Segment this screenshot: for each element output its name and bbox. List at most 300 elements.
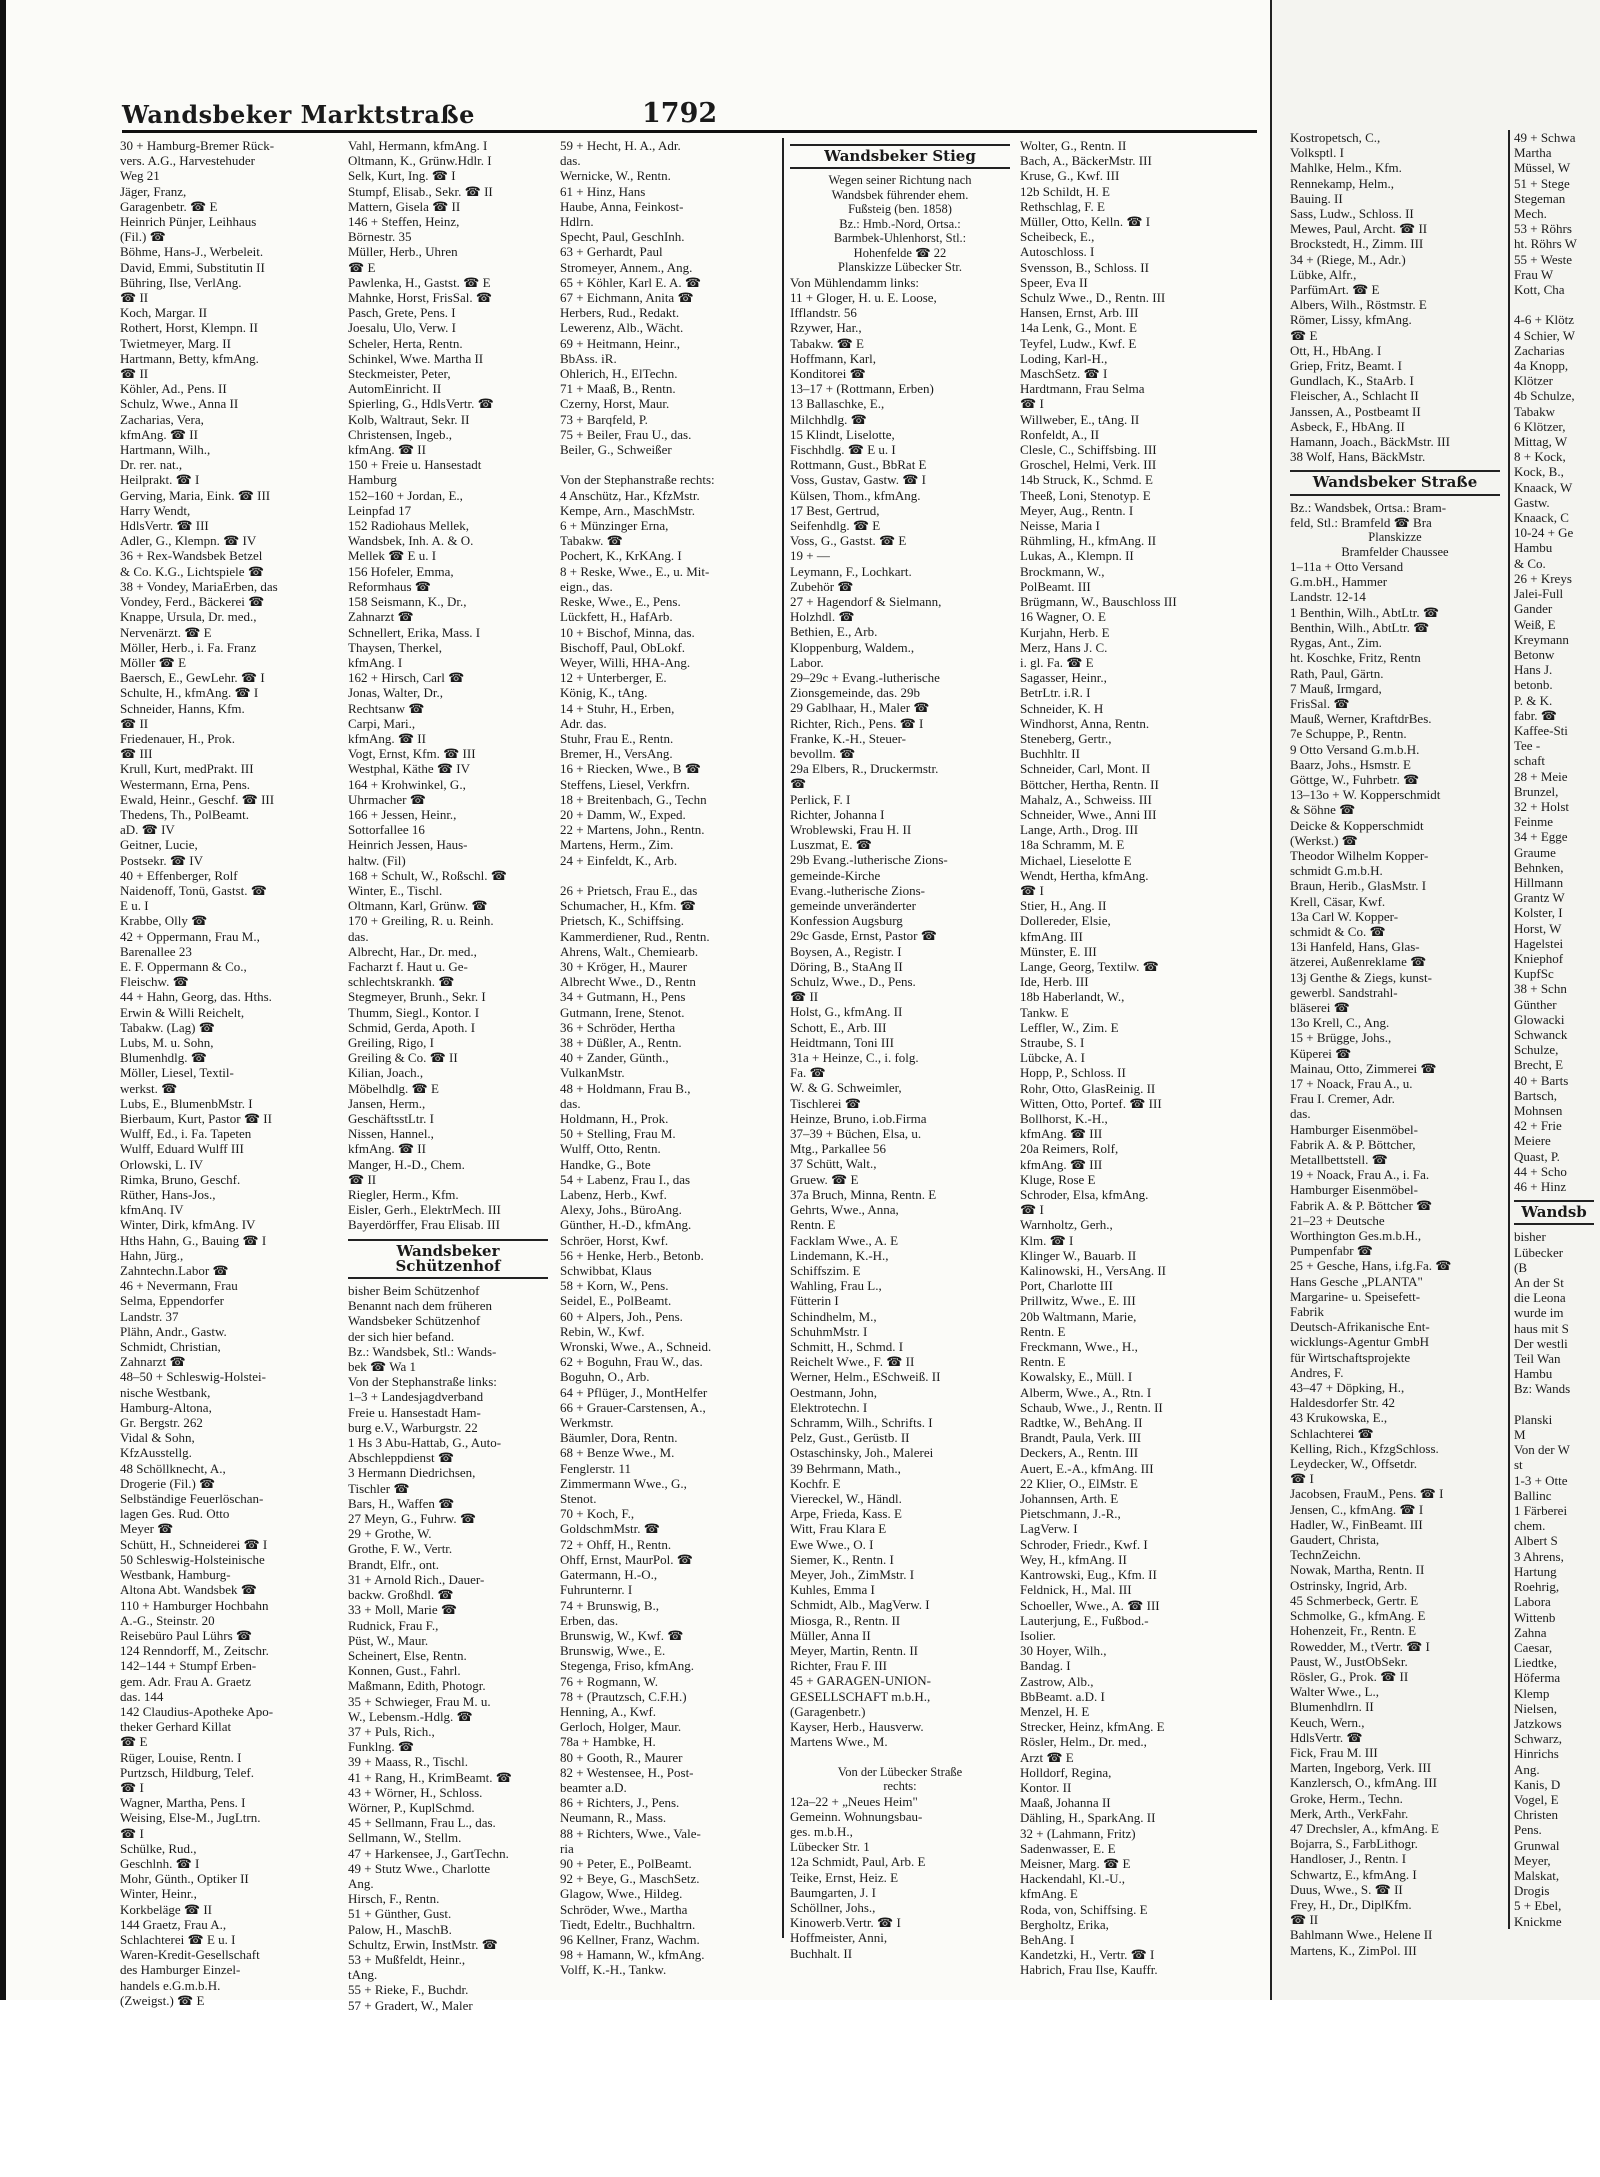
directory-entry: Braun, Herib., GlasMstr. I xyxy=(1290,878,1427,894)
directory-entry: Kandetzki, H., Vertr. ☎ I xyxy=(1020,1947,1155,1963)
directory-entry: Schultz, Erwin, InstMstr. ☎ xyxy=(348,1936,498,1952)
directory-entry: Tischler ☎ xyxy=(348,1480,410,1496)
directory-entry: 29b Evang.-lutherische Zions- xyxy=(790,852,948,868)
directory-entry: ☎ I xyxy=(1020,1202,1044,1218)
directory-entry: Rösler, G., Prok. ☎ II xyxy=(1290,1668,1409,1684)
directory-entry: ☎ II xyxy=(1290,1912,1319,1928)
directory-entry: gemeinde unveränderter xyxy=(790,898,916,914)
directory-entry: 78 + (Prautzsch, C.F.H.) xyxy=(560,1688,687,1704)
directory-entry: AutomEinricht. II xyxy=(348,381,442,397)
directory-entry: 66 + Grauer-Carstensen, A., xyxy=(560,1399,706,1415)
directory-entry: Winter, Heinr., xyxy=(120,1886,197,1902)
directory-entry: Griep, Fritz, Beamt. I xyxy=(1290,358,1402,374)
directory-entry: Von der W xyxy=(1514,1442,1570,1458)
directory-entry: 73 + Barqfeld, P. xyxy=(560,411,648,427)
directory-entry: Altona Abt. Wandsbek ☎ xyxy=(120,1582,257,1598)
directory-entry: 32 + Holst xyxy=(1514,798,1570,814)
directory-entry: Nissen, Hannel., xyxy=(348,1126,434,1142)
directory-entry: 80 + Gooth, R., Maurer xyxy=(560,1749,683,1765)
directory-entry: 4b Schulze, xyxy=(1514,388,1575,404)
directory-entry: Autoschloss. I xyxy=(1020,244,1095,260)
directory-entry: Mohr, Günth., Optiker II xyxy=(120,1871,249,1887)
directory-entry: bevollm. ☎ xyxy=(790,746,856,761)
directory-entry: Jansen, Herm., xyxy=(348,1095,426,1111)
directory-entry: Carpi, Mari., xyxy=(348,715,416,731)
directory-entry: Andres, F. xyxy=(1290,1364,1344,1380)
directory-entry: Werkmstr. xyxy=(560,1415,614,1431)
directory-entry: 28 + Meie xyxy=(1514,768,1568,784)
directory-entry: ☎ xyxy=(790,776,807,792)
directory-entry: 9 Otto Versand G.m.b.H. xyxy=(1290,741,1420,757)
directory-entry: 1-3 + Otte xyxy=(1514,1472,1568,1488)
directory-entry: Gruew. ☎ E xyxy=(790,1171,859,1187)
directory-entry: Uhrmacher ☎ xyxy=(348,791,426,807)
directory-entry: Kilian, Joach., xyxy=(348,1065,424,1081)
directory-entry: Eisler, Gerh., ElektrMech. III xyxy=(348,1202,501,1218)
directory-entry: Hans J. xyxy=(1514,662,1553,678)
directory-entry: König, K., tAng. xyxy=(560,685,648,701)
directory-entry: Zahnarzt ☎ xyxy=(348,609,414,625)
directory-entry: Christensen, Ingeb., xyxy=(348,426,452,442)
directory-entry: Lubs, E., BlumenbMstr. I xyxy=(120,1095,253,1111)
directory-entry: Maßmann, Edith, Photogr. xyxy=(348,1678,486,1694)
directory-entry: Christen xyxy=(1514,1807,1559,1823)
directory-entry: ht. Röhrs W xyxy=(1514,236,1577,252)
directory-entry: Dollereder, Elsie, xyxy=(1020,913,1111,929)
directory-entry: Fa. ☎ xyxy=(790,1065,826,1081)
directory-entry: HdlsVertr. ☎ xyxy=(1290,1729,1363,1745)
directory-entry: 4-6 + Klötz xyxy=(1514,312,1575,328)
directory-entry: Kanis, D xyxy=(1514,1776,1561,1792)
directory-entry: Strecker, Heinz, kfmAng. E xyxy=(1020,1719,1165,1735)
directory-entry: bek ☎ Wa 1 xyxy=(348,1359,416,1375)
directory-entry: 6 Klötzer, xyxy=(1514,418,1566,434)
directory-entry: (Garagenbetr.) xyxy=(790,1703,866,1719)
directory-entry: Betonw xyxy=(1514,646,1555,662)
directory-entry: gem. Adr. Frau A. Graetz xyxy=(120,1673,252,1689)
directory-entry: Leffler, W., Zim. E xyxy=(1020,1019,1119,1035)
directory-entry: Zahnarzt ☎ xyxy=(120,1354,186,1370)
directory-entry: Mahalz, A., Schweiss. III xyxy=(1020,791,1152,807)
directory-entry: Mahnke, Horst, FrisSal. ☎ xyxy=(348,290,493,306)
directory-entry: Brandt, Elfr., ont. xyxy=(348,1556,439,1572)
directory-entry: 158 Seismann, K., Dr., xyxy=(348,594,467,610)
directory-entry: Alberm, Wwe., A., Rtn. I xyxy=(1020,1384,1152,1400)
directory-entry: Albert S xyxy=(1514,1533,1558,1549)
directory-entry: Müssel, W xyxy=(1514,160,1571,176)
directory-entry: Windhorst, Anna, Rentn. xyxy=(1020,715,1150,731)
directory-entry: ☎ II xyxy=(120,366,149,382)
directory-entry: Paust, W., JustObSekr. xyxy=(1290,1653,1408,1669)
directory-entry: 43–47 + Döpking, H., xyxy=(1290,1380,1405,1396)
directory-entry: Lewerenz, Alb., Wächt. xyxy=(560,320,684,336)
directory-entry: Küperei ☎ xyxy=(1290,1045,1352,1061)
directory-entry: Selma, Eppendorfer xyxy=(120,1293,224,1309)
directory-entry: 45 Schmerbeck, Gertr. E xyxy=(1290,1592,1419,1608)
directory-entry: BbAss. iR. xyxy=(560,350,617,366)
section-note: Fußsteig (ben. 1858) xyxy=(848,202,952,217)
directory-entry: Siemer, K., Rentn. I xyxy=(790,1551,894,1567)
directory-entry: Thedens, Th., PolBeamt. xyxy=(120,806,250,822)
directory-entry: Kammerdiener, Rud., Rentn. xyxy=(560,928,710,944)
directory-entry: Herbers, Rud., Redakt. xyxy=(560,305,680,321)
directory-entry: Purtzsch, Hildburg, Telef. xyxy=(120,1764,255,1780)
directory-entry: M xyxy=(1514,1427,1526,1443)
directory-entry: Kowalsky, E., Müll. I xyxy=(1020,1369,1133,1385)
directory-entry: Nowak, Martha, Rentn. II xyxy=(1290,1562,1425,1578)
directory-entry: 19 + — xyxy=(790,548,830,564)
directory-entry xyxy=(560,868,766,883)
directory-entry: BehAng. I xyxy=(1020,1931,1075,1947)
directory-entry: Lange, Georg, Textilw. ☎ xyxy=(1020,958,1159,974)
directory-entry: Landstr. 37 xyxy=(120,1308,179,1324)
directory-entry: Hamburg-Altona, xyxy=(120,1399,212,1415)
directory-entry: Stegmeyer, Brunh., Sekr. I xyxy=(348,989,486,1005)
directory-entry: Arpe, Frieda, Kass. E xyxy=(790,1506,902,1522)
directory-entry: 36 + Schröder, Hertha xyxy=(560,1019,676,1035)
directory-entry: David, Emmi, Substitutin II xyxy=(120,259,265,275)
directory-entry: Schneider, Wwe., Anni III xyxy=(1020,806,1157,822)
directory-entry: 33 + Moll, Marie ☎ xyxy=(348,1602,458,1618)
directory-entry: Hadler, W., FinBeamt. III xyxy=(1290,1516,1423,1532)
directory-entry: Dr. rer. nat., xyxy=(120,457,183,473)
directory-entry: ☎ III xyxy=(120,746,153,762)
directory-entry: Hamburger Eisenmöbel- xyxy=(1290,1182,1418,1198)
directory-entry: Metallbettstell. ☎ xyxy=(1290,1152,1388,1167)
directory-entry: betonb. xyxy=(1514,677,1553,693)
directory-entry: Gerving, Maria, Eink. ☎ III xyxy=(120,487,271,503)
directory-entry: 5 + Ebel, xyxy=(1514,1898,1562,1914)
directory-entry: Vahl, Hermann, kfmAng. I xyxy=(348,138,488,153)
directory-entry: Planski xyxy=(1514,1411,1553,1427)
directory-entry: ☎ I xyxy=(1020,396,1044,412)
directory-entry: Möller ☎ E xyxy=(120,654,187,670)
directory-entry: Lübecker xyxy=(1514,1244,1564,1260)
directory-entry: Holldorf, Regina, xyxy=(1020,1764,1112,1780)
directory-entry: 38 Wolf, Hans, BäckMstr. xyxy=(1290,449,1426,465)
directory-entry: 168 + Schult, W., Roßschl. ☎ xyxy=(348,867,507,883)
directory-entry: Weiß, E xyxy=(1514,616,1556,632)
directory-entry: Hamann, Joach., BäckMstr. III xyxy=(1290,434,1450,450)
directory-entry: Kurjahn, Herb. E xyxy=(1020,624,1110,640)
directory-entry: 37 + Puls, Rich., xyxy=(348,1723,435,1739)
directory-entry: 92 + Beye, G., MaschSetz. xyxy=(560,1871,700,1887)
directory-entry: 53 + Röhrs xyxy=(1514,221,1572,237)
directory-entry: Rimka, Bruno, Geschf. xyxy=(120,1171,241,1187)
directory-entry: Winter, E., Tischl. xyxy=(348,882,443,898)
directory-entry: Lange, Arth., Drog. III xyxy=(1020,822,1139,838)
directory-entry: Zastrow, Alb., xyxy=(1020,1673,1094,1689)
directory-entry: 86 + Richters, J., Pens. xyxy=(560,1795,680,1811)
directory-entry: der sich hier befand. xyxy=(348,1328,455,1344)
directory-entry: Krull, Kurt, medPrakt. III xyxy=(120,761,254,777)
next-page-column-2 xyxy=(1508,130,1594,1929)
directory-entry: 6 + Münzinger Erna, xyxy=(560,518,669,534)
directory-entry: PolBeamt. III xyxy=(1020,578,1091,594)
directory-entry: Margarine- u. Speisefett- xyxy=(1290,1288,1421,1304)
directory-entry: Steneberg, Gertr., xyxy=(1020,730,1112,746)
directory-entry: Bandag. I xyxy=(1020,1658,1071,1674)
directory-entry: Döring, B., StaAng II xyxy=(790,958,903,974)
directory-entry: Hamburger Eisenmöbel- xyxy=(1290,1121,1418,1137)
directory-entry: Theeß, Loni, Stenotyp. E xyxy=(1020,487,1151,503)
directory-entry: Neumann, R., Mass. xyxy=(560,1810,667,1826)
directory-entry: 50 Schleswig-Holsteinische xyxy=(120,1551,265,1567)
directory-entry: Friedenauer, H., Prok. xyxy=(120,730,236,746)
directory-entry: tAng. xyxy=(348,1967,378,1983)
directory-entry: 29 Gablhaar, H., Maler ☎ xyxy=(790,700,930,716)
directory-entry: 37 Schütt, Walt., xyxy=(790,1156,877,1172)
scan-margin xyxy=(0,1997,1600,2177)
directory-entry: Labenz, Herb., Kwf. xyxy=(560,1187,667,1203)
directory-entry: 37–39 + Büchen, Elsa, u. xyxy=(790,1126,922,1142)
directory-entry: fabr. ☎ xyxy=(1514,707,1557,723)
directory-entry: Freckmann, Wwe., H., xyxy=(1020,1339,1138,1355)
directory-entry: 29–29c + Evang.-lutherische xyxy=(790,669,940,685)
directory-entry: Worthington Ges.m.b.H., xyxy=(1290,1228,1422,1244)
directory-entry: Boguhn, O., Arb. xyxy=(560,1369,650,1385)
directory-entry: Konfession Augsburg xyxy=(790,913,903,929)
directory-entry: Spierling, G., HdlsVertr. ☎ xyxy=(348,396,494,412)
directory-entry: Glagow, Wwe., Hildeg. xyxy=(560,1886,683,1902)
directory-entry: chem. xyxy=(1514,1518,1546,1534)
directory-entry: 12 + Unterberger, E. xyxy=(560,670,667,686)
directory-entry: Voss, Gustav, Gastw. ☎ I xyxy=(790,472,926,488)
directory-entry: Fabrik A. & P. Böttcher ☎ xyxy=(1290,1197,1433,1213)
directory-entry: ☎ II xyxy=(790,989,819,1005)
directory-entry xyxy=(790,1749,1010,1764)
directory-entry: Schütt, H., Schneiderei ☎ I xyxy=(120,1536,268,1552)
directory-entry: Klm. ☎ I xyxy=(1020,1232,1074,1248)
directory-entry: 18 + Breitenbach, G., Techn xyxy=(560,791,707,807)
directory-entry: Hoffmeister, Anni, xyxy=(790,1930,888,1946)
directory-entry: Rebin, W., Kwf. xyxy=(560,1323,645,1339)
directory-entry: Teike, Ernst, Heiz. E xyxy=(790,1869,899,1885)
directory-entry: Ohlerich, H., ElTechn. xyxy=(560,366,678,382)
directory-entry: BetrLtr. i.R. I xyxy=(1020,685,1091,701)
section-note: Von der Lübecker Straße xyxy=(837,1764,963,1779)
directory-entry: Schiffszim. E xyxy=(790,1262,861,1278)
directory-entry: kfmAng. ☎ III xyxy=(1020,1126,1103,1142)
directory-entry: 14a Lenk, G., Mont. E xyxy=(1020,320,1137,336)
directory-entry: kfmAng. I xyxy=(348,654,403,670)
directory-entry: Kolster, I xyxy=(1514,905,1563,921)
directory-entry: Handke, G., Bote xyxy=(560,1156,651,1172)
directory-entry: Kanzlersch, O., kfmAng. III xyxy=(1290,1775,1437,1791)
directory-entry: Prillwitz, Wwe., E. III xyxy=(1020,1293,1136,1309)
directory-entry: Kontor. II xyxy=(1020,1779,1072,1795)
directory-entry: Kolb, Waltraut, Sekr. II xyxy=(348,411,470,427)
directory-entry: Reichelt Wwe., F. ☎ II xyxy=(790,1354,915,1370)
directory-entry: 68 + Benze Wwe., M. xyxy=(560,1445,675,1461)
directory-entry: Der westli xyxy=(1514,1335,1568,1351)
directory-entry: Vogt, Ernst, Kfm. ☎ III xyxy=(348,746,476,762)
directory-entry: Meiere xyxy=(1514,1133,1551,1149)
directory-entry: Rüther, Hans-Jos., xyxy=(120,1187,216,1203)
directory-entry: Czerny, Horst, Maur. xyxy=(560,396,670,412)
directory-entry: Jalei-Full xyxy=(1514,586,1564,602)
directory-entry: kfmAnq. IV xyxy=(120,1202,184,1218)
directory-entry: Schneider, K. H xyxy=(1020,700,1104,716)
directory-entry: Ostaschinsky, Joh., Malerei xyxy=(790,1445,934,1461)
directory-entry: Oltmann, Karl, Grünw. ☎ xyxy=(348,898,488,914)
directory-entry: nische Westbank, xyxy=(120,1384,211,1400)
directory-entry: Möbelhdlg. ☎ E xyxy=(348,1080,439,1096)
directory-entry: Merk, Arth., VerkFahr. xyxy=(1290,1805,1409,1821)
directory-entry: 19 + Noack, Frau A., i. Fa. xyxy=(1290,1167,1430,1183)
directory-entry: ☎ I xyxy=(120,1825,144,1841)
directory-entry: Roda, von, Schiffsing. E xyxy=(1020,1901,1148,1917)
directory-entry: Stromeyer, Annem., Ang. xyxy=(560,259,693,275)
directory-entry: Kinowerb.Vertr. ☎ I xyxy=(790,1915,901,1931)
directory-entry: 13 Ballaschke, E., xyxy=(790,396,885,412)
directory-entry: LagVerw. I xyxy=(1020,1521,1078,1537)
directory-entry: Greiling, Rigo, I xyxy=(348,1034,434,1050)
directory-entry: 36 + Rex-Wandsbek Betzel xyxy=(120,548,263,564)
directory-entry: Schlachterei ☎ E u. I xyxy=(120,1931,236,1947)
directory-entry: Klemp xyxy=(1514,1685,1550,1701)
directory-entry: 29 + Grothe, W. xyxy=(348,1526,432,1542)
section-header: Wandsb xyxy=(1514,1200,1594,1225)
directory-entry: die Leona xyxy=(1514,1290,1566,1306)
directory-entry: Ostrinsky, Ingrid, Arb. xyxy=(1290,1577,1408,1593)
directory-entry: Geitner, Lucie, xyxy=(120,837,198,853)
directory-entry: Keuch, Wern., xyxy=(1290,1714,1365,1730)
directory-entry: Groke, Herm., Techn. xyxy=(1290,1790,1403,1806)
directory-entry: Roehrig, xyxy=(1514,1579,1560,1595)
directory-entry: Rösler, Helm., Dr. med., xyxy=(1020,1734,1147,1750)
directory-entry: Seifenhdlg. ☎ E xyxy=(790,517,881,533)
directory-entry: 7 Mauß, Irmgard, xyxy=(1290,680,1382,696)
directory-entry: 34 + (Riege, M., Adr.) xyxy=(1290,251,1406,267)
directory-entry: 46 + Nevermann, Frau xyxy=(120,1278,238,1294)
directory-entry: Hopp, P., Schloss. II xyxy=(1020,1065,1126,1081)
directory-entry: 24 + Einfeldt, K., Arb. xyxy=(560,852,678,868)
directory-entry: 65 + Köhler, Karl E. A. ☎ xyxy=(560,274,702,290)
column-1 xyxy=(120,138,338,2008)
directory-entry: 12a–22 + „Neues Heim" xyxy=(790,1793,918,1809)
directory-entry: Dähling, H., SparkAng. II xyxy=(1020,1810,1156,1826)
directory-entry: Bayerdörffer, Frau Elisab. III xyxy=(348,1217,500,1233)
directory-entry: Konnen, Gust., Fahrl. xyxy=(348,1663,461,1679)
directory-entry: Bethien, E., Arb. xyxy=(790,624,878,640)
directory-entry: Sadenwasser, E. E xyxy=(1020,1840,1116,1856)
directory-entry: Gutmann, Irene, Stenot. xyxy=(560,1004,685,1020)
directory-entry: GoldschmMstr. ☎ xyxy=(560,1521,660,1537)
directory-entry: Kock, B., xyxy=(1514,464,1564,480)
directory-entry: Horst, W xyxy=(1514,920,1562,936)
directory-entry: Merz, Hans J. C. xyxy=(1020,639,1108,655)
directory-entry: Rohr, Otto, GlasReinig. II xyxy=(1020,1080,1156,1096)
directory-entry: Haube, Anna, Feinkost- xyxy=(560,198,684,214)
directory-entry: Bühring, Ilse, VerlAng. xyxy=(120,274,242,290)
directory-entry: 124 Renndorff, M., Zeitschr. xyxy=(120,1643,269,1659)
directory-entry: st xyxy=(1514,1457,1523,1473)
directory-entry: Zubehör ☎ xyxy=(790,578,854,594)
directory-entry: 30 + Hamburg-Bremer Rück- xyxy=(120,138,275,153)
directory-entry: 32 + (Lahmann, Fritz) xyxy=(1020,1825,1136,1841)
directory-entry: Stier, H., Ang. II xyxy=(1020,898,1107,914)
directory-entry: Schwarz, xyxy=(1514,1731,1563,1747)
directory-entry: Hagelstei xyxy=(1514,935,1564,951)
directory-entry: 41 + Rang, H., KrimBeamt. ☎ xyxy=(348,1769,512,1785)
directory-entry: Neisse, Maria I xyxy=(1020,518,1100,534)
directory-entry: 11 + Gloger, H. u. E. Loose, xyxy=(790,289,937,305)
directory-entry: theker Gerhard Killat xyxy=(120,1719,232,1735)
directory-entry: (Werkst.) ☎ xyxy=(1290,832,1358,848)
directory-entry: 3 Ahrens, xyxy=(1514,1548,1564,1564)
directory-entry: Thaysen, Therkel, xyxy=(348,639,442,655)
directory-entry: Weising, Else-M., JugLtrn. xyxy=(120,1810,261,1826)
directory-entry: Buchhalt. II xyxy=(790,1945,853,1961)
directory-entry: 166 + Jessen, Heinr., xyxy=(348,806,457,822)
directory-entry: 44 + Scho xyxy=(1514,1163,1567,1179)
directory-entry: Selk, Kurt, Ing. ☎ I xyxy=(348,168,456,184)
directory-entry: Stegenga, Friso, kfmAng. xyxy=(560,1658,694,1674)
directory-entry: Stenot. xyxy=(560,1491,597,1507)
directory-entry: ParfümArt. ☎ E xyxy=(1290,282,1380,298)
directory-entry: Grantz W xyxy=(1514,890,1565,906)
directory-entry: 10-24 + Ge xyxy=(1514,525,1574,541)
directory-entry: Tabakw. ☎ E xyxy=(790,335,865,351)
directory-entry: Wronski, Wwe., A., Schneid. xyxy=(560,1339,712,1355)
directory-entry: 26 + Kreys xyxy=(1514,570,1572,586)
directory-entry: Mewes, Paul, Archt. ☎ II xyxy=(1290,221,1428,237)
directory-entry: vers. A.G., Harvestehuder xyxy=(120,153,256,169)
directory-entry: Rothert, Horst, Klempn. II xyxy=(120,320,258,336)
directory-entry: 164 + Krohwinkel, G., xyxy=(348,776,466,792)
directory-entry: 156 Hofeler, Emma, xyxy=(348,563,454,579)
directory-entry: 64 + Pflüger, J., MontHelfer xyxy=(560,1384,708,1400)
directory-entry: 17 + Noack, Frau A., u. xyxy=(1290,1075,1413,1091)
directory-entry: Von der Stephanstraße links: xyxy=(348,1374,497,1390)
directory-entry: Knaack, W xyxy=(1514,479,1573,495)
directory-entry: 27 Meyn, G., Fuhrw. ☎ xyxy=(348,1511,477,1527)
directory-entry: Labor. xyxy=(790,654,824,670)
directory-entry: Duus, Wwe., S. ☎ II xyxy=(1290,1881,1403,1897)
directory-entry: VulkanMstr. xyxy=(560,1065,625,1081)
directory-entry: gemeinde-Kirche xyxy=(790,867,881,883)
directory-entry: 46 + Hinz xyxy=(1514,1179,1567,1195)
directory-entry: Wittenb xyxy=(1514,1609,1556,1625)
directory-entry: 20a Reimers, Rolf, xyxy=(1020,1141,1119,1157)
directory-entry: i. gl. Fa. ☎ E xyxy=(1020,654,1094,670)
directory-entry: Benthin, Wilh., AbtLtr. ☎ xyxy=(1290,619,1430,635)
directory-entry: Müller, Herb., Uhren xyxy=(348,244,458,260)
directory-entry: Müller, Otto, Kelln. ☎ I xyxy=(1020,214,1151,230)
directory-entry: Graume xyxy=(1514,844,1556,860)
directory-entry: 50 + Stelling, Frau M. xyxy=(560,1126,676,1142)
directory-entry: Schroder, Elsa, kfmAng. xyxy=(1020,1187,1149,1203)
directory-entry: Lübecker Str. 1 xyxy=(790,1839,870,1855)
directory-entry: Wernicke, W., Rentn. xyxy=(560,168,671,184)
directory-entry: Mainau, Otto, Zimmerei ☎ xyxy=(1290,1060,1437,1076)
directory-entry: Voss, G., Gastst. ☎ E xyxy=(790,533,907,549)
directory-entry: Hoffmann, Karl, xyxy=(790,350,877,366)
directory-entry: Baumgarten, J. I xyxy=(790,1884,876,1900)
directory-entry: 71 + Maaß, B., Rentn. xyxy=(560,381,676,397)
directory-entry: 43 Krukowska, E., xyxy=(1290,1410,1388,1426)
directory-entry: Steffens, Liesel, Verkfrn. xyxy=(560,776,690,792)
directory-entry: bisher Beim Schützenhof xyxy=(348,1283,480,1299)
directory-entry: 48 Schöllknecht, A., xyxy=(120,1460,226,1476)
directory-entry: Albers, Wilh., Röstmstr. E xyxy=(1290,297,1427,313)
directory-entry: Gehrts, Wwe., Anna, xyxy=(790,1202,899,1218)
directory-entry: Bischoff, Paul, ObLokf. xyxy=(560,639,686,655)
directory-entry: Volff, K.-H., Tankw. xyxy=(560,1962,667,1978)
section-header: Wandsbeker Schützenhof xyxy=(348,1239,548,1279)
directory-entry: Ewe Wwe., O. I xyxy=(790,1536,874,1552)
